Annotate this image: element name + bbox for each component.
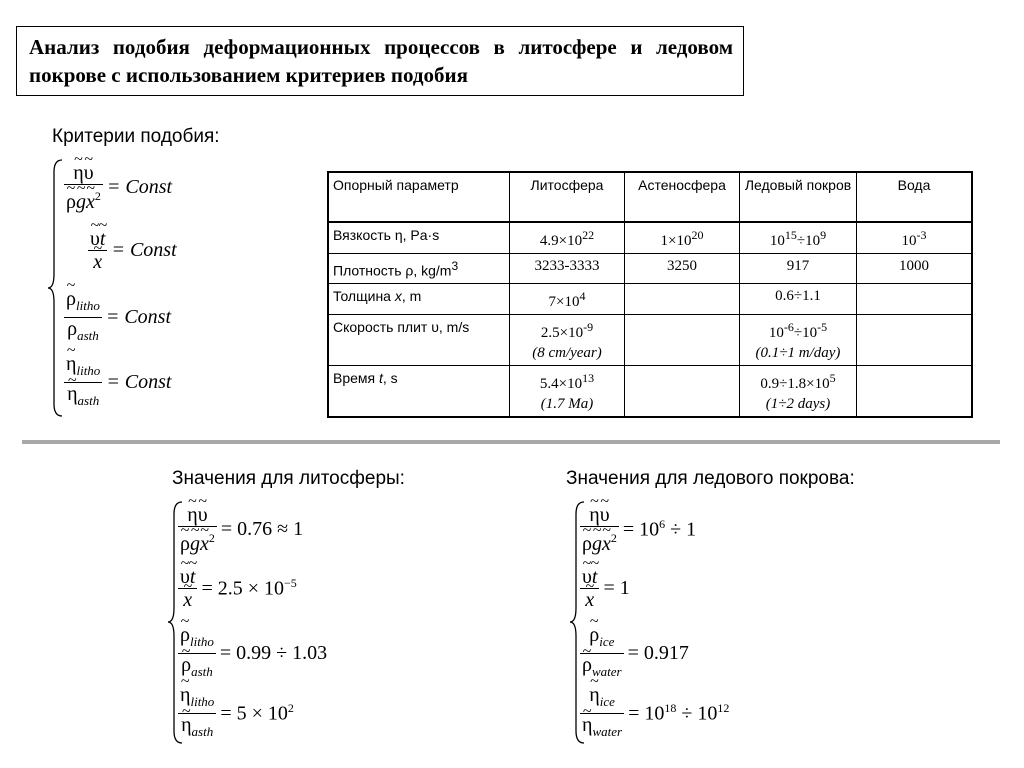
section-divider (22, 440, 1000, 444)
cell-water: $10^{-3}$ (857, 222, 973, 254)
litho-eq-3: ~ $\rho_{litho}$ ~ $\rho_{asth}$ = 0.99 ÷ 1.03 (178, 624, 327, 683)
ice-eq-4-rhs: = $10^{18} \div 10^{12}$ (628, 701, 730, 725)
cell-litho: $2.5\times 10^{-9}$ (8 cm/year) (510, 314, 625, 365)
litho-eq-1-rhs: = 0.76 ≈ 1 (220, 517, 304, 540)
litho-eq-2-rhs: = $2.5 \times 10^{-5}$ (201, 576, 297, 600)
cell-asth (625, 365, 740, 417)
cell-water (857, 365, 973, 417)
ice-values-system (568, 500, 828, 745)
table-row (328, 365, 972, 417)
cell-ice: $0.9\div 1.8\times 10^5$ (1÷2 days) (740, 365, 857, 417)
cell-water (857, 314, 973, 365)
ice-eq-3-rhs: = 0.917 (627, 642, 689, 664)
ice-eq-3: ~ $\rho_{ice}$ ~ $\rho_{water}$ = 0.917 (580, 624, 689, 683)
row-param: Плотность ρ, $kg/m^3$ (328, 254, 510, 284)
cell-asth: $1\times 10^{20}$ (625, 222, 740, 254)
litho-eq-3-rhs: = 0.99 ÷ 1.03 (219, 642, 328, 664)
litho-values-label: Значения для литосферы: (172, 468, 405, 489)
asth-subscript: asth (77, 393, 100, 408)
criteria-eq-3: ~ $\frac{\rho_{litho}}{\rho_{asth}}$ = Const (64, 288, 171, 347)
cell-ice: 917 (740, 254, 857, 284)
header-ice: Ледовый покров (740, 172, 857, 222)
ice-values-label: Значения для ледового покрова: (566, 468, 855, 489)
row-param: Время t, s (328, 365, 510, 417)
row-param: Скорость плит υ, m/s (328, 314, 510, 365)
asth-subscript: asth (77, 328, 99, 343)
cell-litho: $7\times 10^4$ (510, 283, 625, 314)
litho-eq-2: ~ υ~ t ~ x = $2.5 \times 10^{-5}$ (178, 566, 297, 611)
ice-eq-2-rhs: = 1 (603, 577, 630, 599)
criteria-label: Критерии подобия: (52, 126, 220, 147)
cell-ice: $10^{15}\div 10^9$ (740, 222, 857, 254)
header-water: Вода (857, 172, 973, 222)
table-row (328, 222, 972, 254)
criteria-eq-4-rhs: = Const (106, 371, 172, 393)
litho-eq-1: ~ η~ υ ~ ρ~ g~ $x^2$ = 0.76 ≈ 1 (178, 504, 303, 555)
table-row (328, 283, 972, 314)
row-param: Вязкость η, Pa·s (328, 222, 510, 254)
criteria-eq-4: ~ $\eta_{litho}$ ~ $\eta_{asth}$ = Const (64, 353, 172, 412)
litho-eq-4: ~ $\eta_{litho}$ ~ $\eta_{asth}$ = $5 \times 10^2$ (178, 684, 294, 743)
litho-values-system (166, 500, 406, 745)
criteria-system (46, 158, 286, 418)
ice-eq-2: ~ υ~ t ~ x = 1 (580, 566, 630, 611)
cell-ice: $10^{-6}\div 10^{-5}$ (0.1÷1 m/day) (740, 314, 857, 365)
cell-water: 1000 (857, 254, 973, 284)
cell-litho: $5.4\times 10^{13}$ (1.7 Ma) (510, 365, 625, 417)
litho-subscript: litho (75, 298, 100, 313)
criteria-eq-1-rhs: = Const (106, 175, 173, 198)
criteria-eq-2: ~ υ~ t ~ x = Const (88, 228, 177, 273)
cell-asth (625, 314, 740, 365)
criteria-eq-2-rhs: = Const (111, 239, 177, 261)
slide-title: Анализ подобия деформационных процессов в литосфере и ледовом покрове с использованием критериев подобия (16, 26, 744, 96)
litho-eq-4-rhs: = $5 \times 10^2$ (220, 701, 294, 725)
header-param: Опорный параметр (328, 172, 510, 222)
cell-water (857, 283, 973, 314)
header-litho: Литосфера (510, 172, 625, 222)
cell-litho: 3233-3333 (510, 254, 625, 284)
row-param: Толщина x, m (328, 283, 510, 314)
left-brace-icon (46, 158, 66, 418)
cell-ice: 0.6÷1.1 (740, 283, 857, 314)
cell-asth: 3250 (625, 254, 740, 284)
criteria-eq-3-rhs: = Const (105, 306, 172, 328)
table-row (328, 254, 972, 284)
ice-eq-4: ~ $\eta_{ice}$ ~ $\eta_{water}$ = $10^{18} \div 10^{12}$ (580, 684, 729, 743)
parameters-table (327, 171, 973, 418)
criteria-eq-1: ~ η~ υ ~ ρ~ g~ $x^2$ = Const (64, 162, 172, 213)
cell-litho: $4.9\times 10^{22}$ (510, 222, 625, 254)
ice-eq-1: ~ η~ υ ~ ρ~ g~ $x^2$ = $10^6 \div 1$ (580, 504, 696, 555)
header-asth: Астеносфера (625, 172, 740, 222)
table-header-row (328, 172, 972, 222)
cell-asth (625, 283, 740, 314)
table-row (328, 314, 972, 365)
ice-eq-1-rhs: = $10^6 \div 1$ (622, 517, 697, 541)
litho-subscript: litho (76, 363, 101, 378)
